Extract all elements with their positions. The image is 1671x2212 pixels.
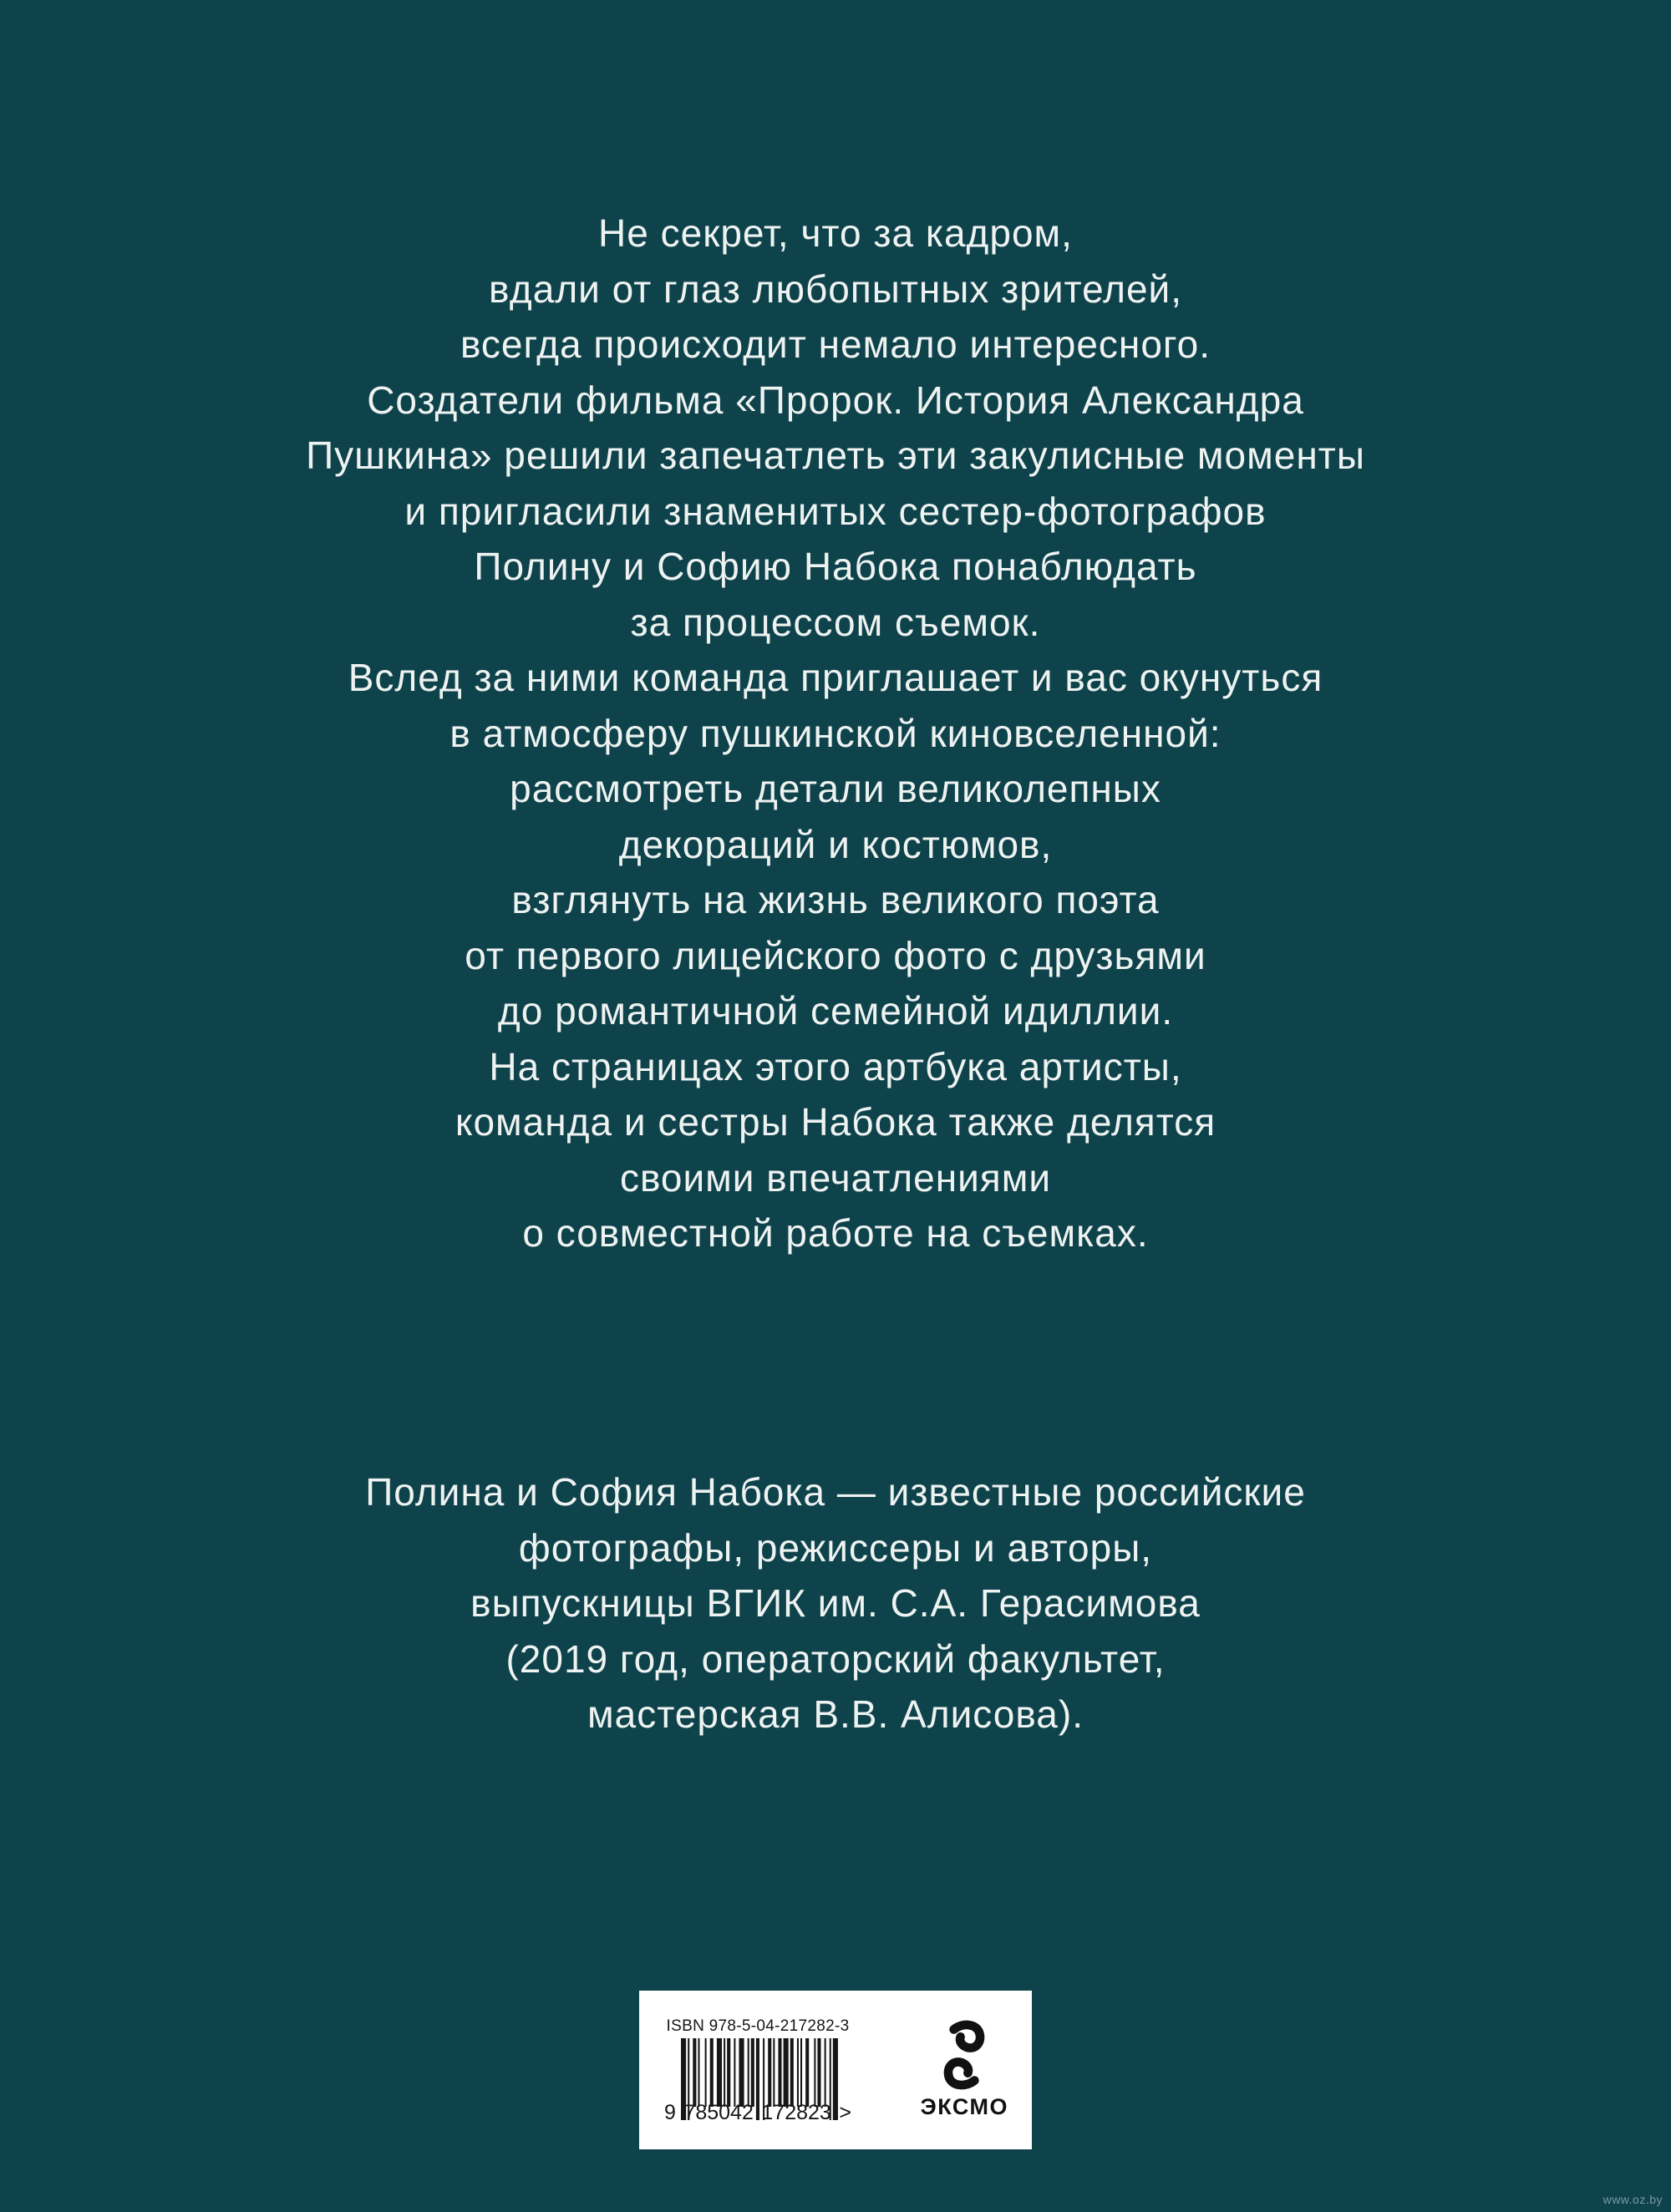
isbn-barcode-block [639,1991,1032,2149]
annotation-line: Пушкина» решили запечатлеть эти закулисные моменты [306,434,1365,477]
annotation-line: Вслед за ними команда приглашает и вас окунуться [348,656,1323,699]
ean-digits-row [664,2100,851,2124]
annotation-line: всегда происходит немало интересного. [460,322,1211,366]
ean-group-1: 785042 [683,2100,754,2124]
ean-group-2: 172823 [761,2100,831,2124]
barcode-column [664,2017,851,2123]
bio-paragraph [0,1464,1671,1743]
isbn-number: ISBN 978-5-04-217282-3 [666,2017,850,2035]
annotation-line: Не секрет, что за кадром, [598,211,1073,255]
annotation-paragraph [0,205,1671,1261]
annotation-line: вдали от глаз любопытных зрителей, [488,266,1183,311]
publisher-logo-block [921,2020,1008,2120]
bio-line: (2019 год, операторский факультет, [505,1636,1166,1681]
annotation-line: своими впечатлениями [619,1155,1052,1200]
annotation-line: до романтичной семейной идиллии. [497,989,1174,1032]
bio-line: мастерская В.В. Алисова). [587,1692,1084,1736]
annotation-line: и пригласили знаменитых сестер-фотографов [404,489,1267,533]
annotation-line: На страницах этого артбука артисты, [489,1044,1182,1088]
annotation-line: от первого лицейского фото с друзьями [465,933,1206,977]
ean-trailer: > [839,2100,851,2124]
annotation-line: Полину и Софию Набока понаблюдать [474,545,1197,588]
annotation-line: рассмотреть детали великолепных [510,767,1161,810]
bio-line: выпускницы ВГИК им. С.А. Герасимова [470,1581,1201,1625]
annotation-line: команда и сестры Набока также делятся [455,1100,1216,1144]
annotation-line: в атмосферу пушкинской киновселенной: [449,711,1222,755]
ean-lead-digit: 9 [664,2100,676,2124]
annotation-line: взглянуть на жизнь великого поэта [511,878,1160,921]
store-watermark: www.oz.by [1602,2193,1663,2206]
eksmo-swirl-icon [942,2020,987,2090]
annotation-line: о совместной работе на съемках. [522,1211,1149,1255]
publisher-name: ЭКСМО [920,2094,1008,2119]
annotation-line: Создатели фильма «Пророк. История Александра [367,378,1304,422]
bio-line: фотографы, режиссеры и авторы, [518,1525,1153,1570]
annotation-line: декораций и костюмов, [618,822,1053,866]
bio-line: Полина и София Набока — известные российские [365,1470,1306,1514]
annotation-line: за процессом съемок. [630,600,1041,644]
